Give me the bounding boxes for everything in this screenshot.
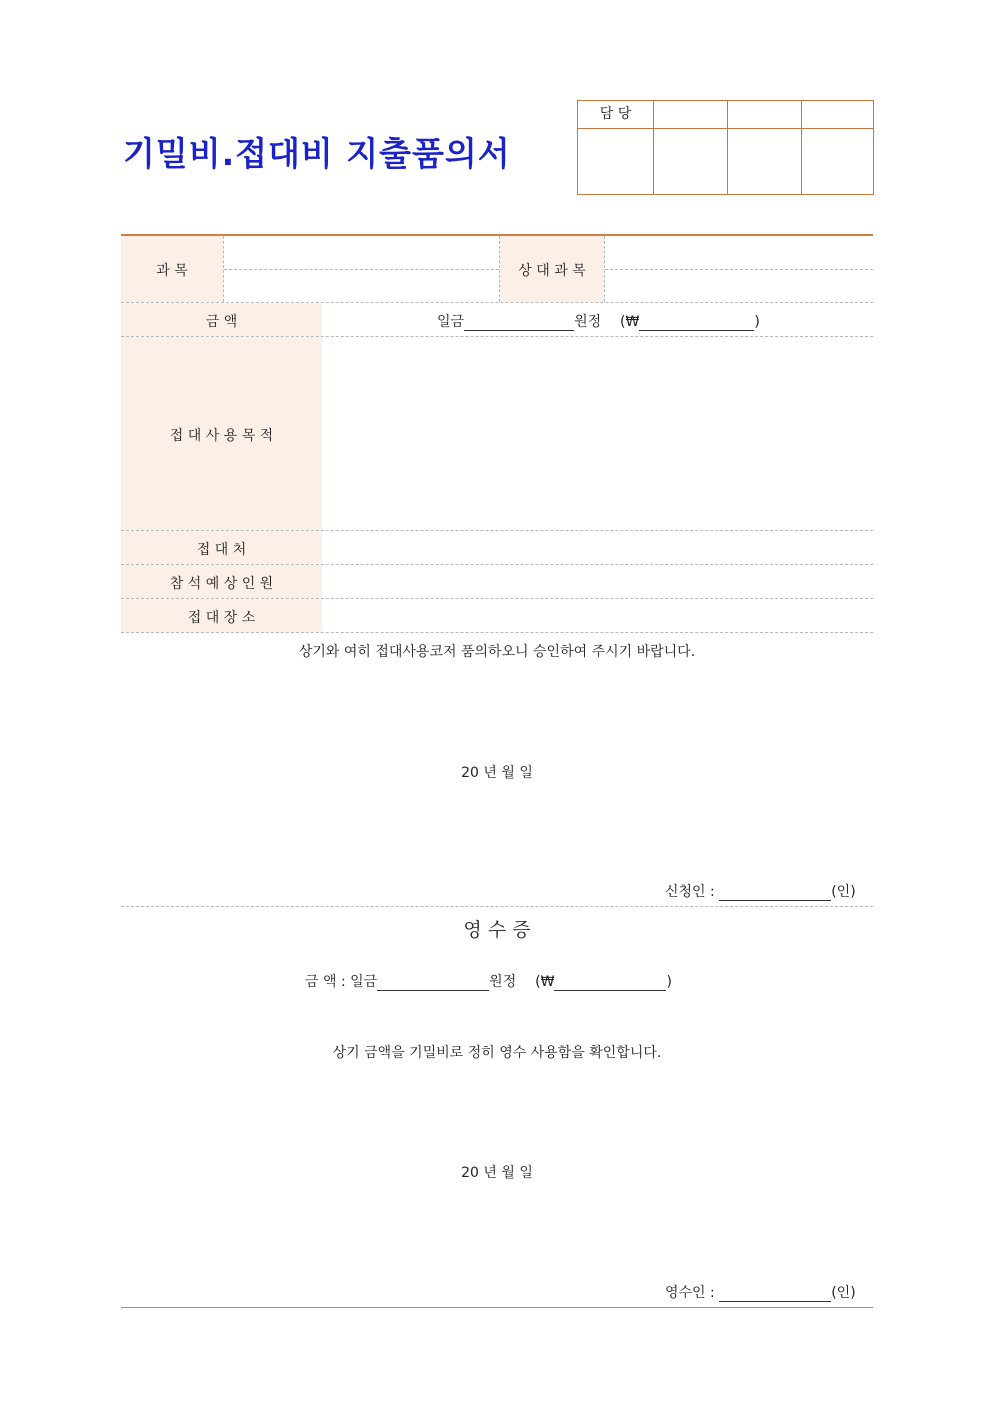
purpose-label: 접 대 사 용 목 적 (169, 428, 274, 444)
approval-box (577, 100, 874, 195)
receiver-name-blank[interactable] (719, 1285, 831, 1302)
receipt-amount-suffix: 원정 (489, 974, 517, 990)
applicant-label: 신청인 : (665, 884, 715, 900)
amount-label: 금 액 (205, 314, 238, 330)
amount-won-open: (₩ (620, 314, 640, 330)
receipt-statement: 상기 금액을 기밀비로 정히 영수 사용함을 확인합니다. (332, 1045, 662, 1061)
venue-label: 접 대 장 소 (187, 610, 256, 626)
approval-sign-cell-3[interactable] (728, 129, 801, 195)
counter-subject-label: 상 대 과 목 (518, 263, 586, 279)
receipt-amount-won-blank[interactable] (554, 974, 666, 991)
amount-won-close: ) (754, 314, 760, 330)
receiver-line (665, 1282, 856, 1302)
place-to-label: 접 대 처 (196, 542, 247, 558)
attendees-field[interactable] (323, 565, 873, 598)
receipt-amount-label: 금 액 : 일금 (305, 974, 378, 990)
amount-prefix: 일금 (437, 314, 465, 330)
receipt-won-close: ) (666, 974, 672, 990)
purpose-field[interactable] (323, 337, 873, 530)
amount-field[interactable] (437, 311, 760, 331)
request-date: 20 년 월 일 (461, 765, 533, 781)
form-bottom-border (121, 1307, 873, 1308)
venue-field[interactable] (323, 599, 873, 632)
receiver-label: 영수인 : (665, 1285, 715, 1301)
applicant-name-blank[interactable] (719, 884, 831, 901)
receipt-title: 영 수 증 (463, 919, 531, 941)
receipt-amount-korean-blank[interactable] (377, 974, 489, 991)
document-title: 기밀비.접대비 지출품의서 (123, 134, 511, 173)
approval-sign-cell-4[interactable] (802, 129, 874, 195)
section-divider (121, 906, 873, 907)
approval-sign-cell-2[interactable] (654, 129, 727, 195)
receiver-seal: (인) (831, 1285, 856, 1301)
approval-sign-cell-1[interactable] (578, 129, 653, 195)
place-to-field[interactable] (323, 531, 873, 564)
subject-label: 과 목 (156, 263, 188, 279)
request-statement: 상기와 여히 접대사용코저 품의하오니 승인하여 주시기 바랍니다. (298, 644, 696, 660)
amount-won-blank[interactable] (639, 314, 754, 331)
receipt-date: 20 년 월 일 (461, 1165, 533, 1181)
amount-korean-blank[interactable] (464, 314, 574, 331)
applicant-line (665, 881, 856, 901)
applicant-seal: (인) (831, 884, 856, 900)
amount-suffix: 원정 (574, 314, 602, 330)
approval-label: 담 당 (599, 106, 632, 122)
attendees-label: 참 석 예 상 인 원 (169, 576, 274, 592)
receipt-won-open: (₩ (535, 974, 555, 990)
receipt-amount-line (305, 971, 672, 991)
